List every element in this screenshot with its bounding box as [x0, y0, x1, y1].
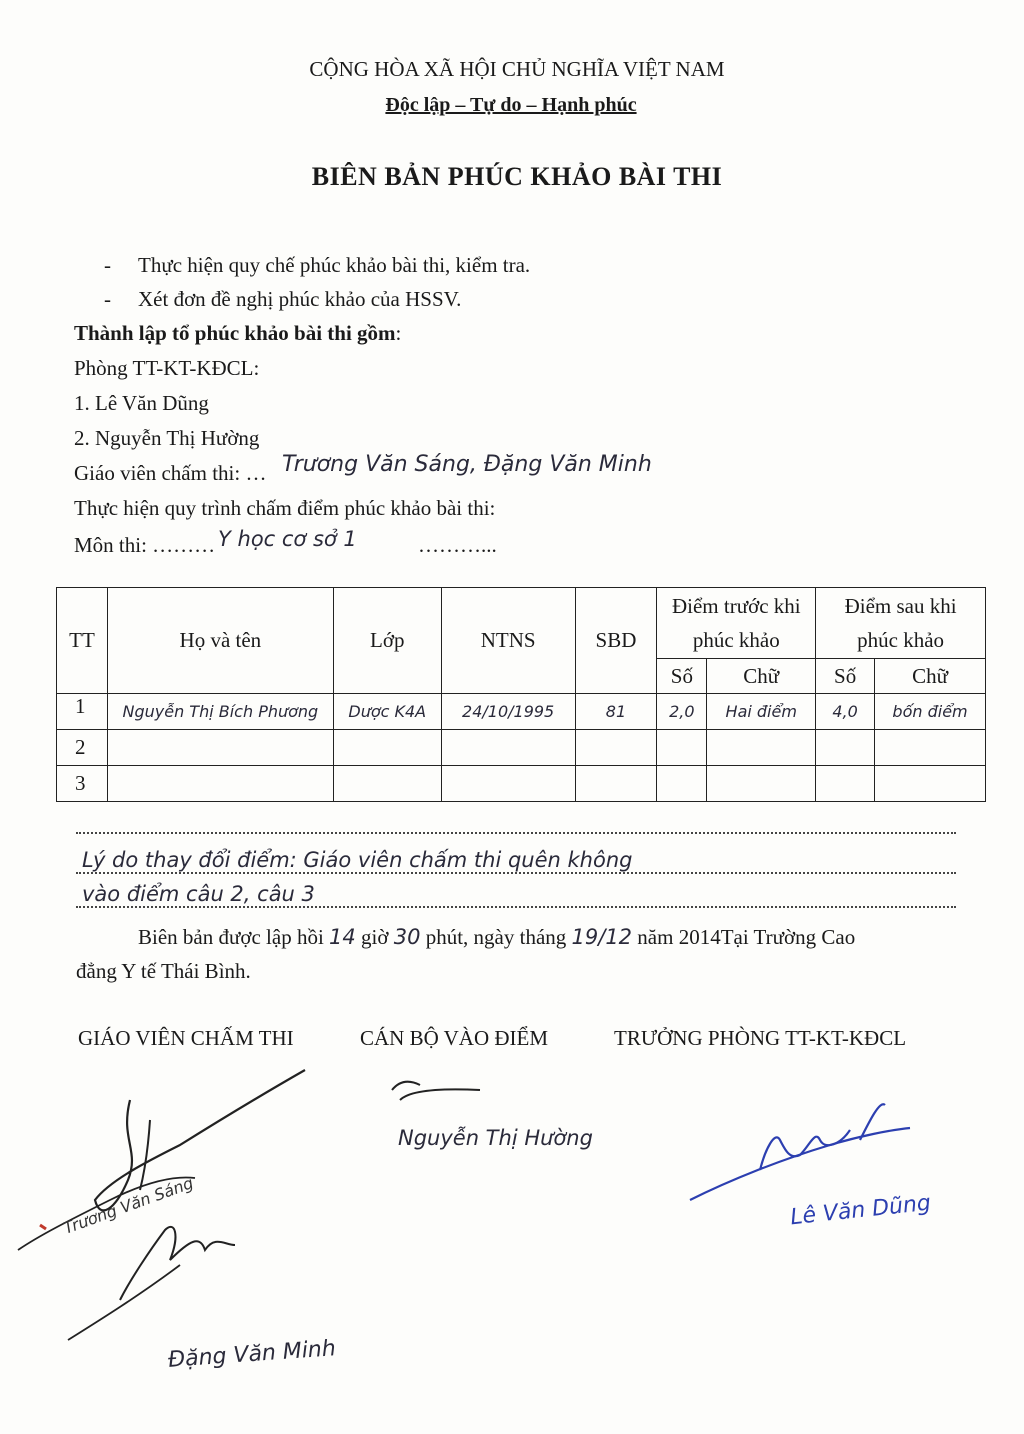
header-dob: NTNS	[441, 588, 575, 694]
row-tt: 3	[57, 766, 108, 802]
row-before-word: Hai điểm	[707, 694, 816, 730]
row-dob: 24/10/1995	[441, 694, 575, 730]
header-after-num: Số	[816, 659, 875, 694]
row-name: Nguyễn Thị Bích Phương	[107, 694, 333, 730]
row-after-word: bốn điểm	[875, 694, 986, 730]
table-row	[57, 730, 986, 766]
row-class: Dược K4A	[333, 694, 441, 730]
row-sbd	[575, 730, 657, 766]
dept-label: Phòng TT-KT-KĐCL:	[74, 356, 260, 380]
header-name: Họ và tên	[107, 588, 333, 694]
header-before: Điểm trước khi phúc khảo	[657, 588, 816, 659]
row-sbd: 81	[575, 694, 657, 730]
subject-handwritten: Y học cơ sở 1	[218, 527, 357, 551]
head-name: Lê Văn Dũng	[789, 1190, 932, 1231]
row-after-num: 4,0	[816, 694, 875, 730]
row-dob	[441, 766, 575, 802]
bullet-1: Thực hiện quy chế phúc khảo bài thi, kiểm tra.	[138, 253, 531, 277]
header-after-word: Chữ	[875, 659, 986, 694]
row-after-word	[875, 730, 986, 766]
entry-officer-name: Nguyễn Thị Hường	[398, 1126, 593, 1150]
row-before-word	[707, 730, 816, 766]
reason-line-2: vào điểm câu 2, câu 3	[82, 882, 315, 906]
record-date: 19/12	[571, 925, 633, 949]
subject-trail: ………...	[418, 533, 497, 557]
record-hour-label: giờ	[361, 925, 389, 949]
signature-title-entry: CÁN BỘ VÀO ĐIỂM	[360, 1026, 549, 1050]
header-before-num: Số	[657, 659, 707, 694]
grade-table	[56, 587, 986, 802]
record-minute-label: phút, ngày tháng	[425, 925, 567, 949]
signature-title-grader: GIÁO VIÊN CHẤM THI	[78, 1026, 294, 1050]
record-hour: 14	[329, 925, 356, 949]
process-label: Thực hiện quy trình chấm điểm phúc khảo bài thi:	[74, 496, 496, 520]
dotted-line	[76, 872, 956, 874]
signature-title-head: TRƯỞNG PHÒNG TT-KT-KĐCL	[614, 1026, 907, 1050]
dotted-line	[76, 832, 956, 834]
row-after-num	[816, 730, 875, 766]
grader-label: Giáo viên chấm thi: …	[74, 461, 267, 485]
country-name: CỘNG HÒA XÃ HỘI CHỦ NGHĨA VIỆT NAM	[309, 57, 725, 81]
signature-strokes	[0, 1060, 1024, 1420]
record-prefix: Biên bản được lập hồi	[138, 925, 324, 949]
bullet-dash: -	[104, 253, 111, 277]
record-suffix: năm 2014Tại Trường Cao	[637, 925, 856, 949]
committee-heading: Thành lập tổ phúc khảo bài thi gồm	[74, 321, 396, 345]
row-before-num	[657, 766, 707, 802]
member-1: 1. Lê Văn Dũng	[74, 391, 209, 415]
member-2: 2. Nguyễn Thị Hường	[74, 426, 260, 450]
row-before-num	[657, 730, 707, 766]
document-title: BIÊN BẢN PHÚC KHẢO BÀI THI	[311, 162, 723, 191]
row-name	[107, 730, 333, 766]
reason-line-1: Lý do thay đổi điểm: Giáo viên chấm thi quên không	[82, 848, 633, 872]
row-class	[333, 730, 441, 766]
grader-2-name: Đặng Văn Minh	[167, 1336, 337, 1373]
grader-1-name: Trương Văn Sáng	[60, 1173, 196, 1238]
row-name	[107, 766, 333, 802]
subject-label: Môn thi: ………	[74, 533, 216, 557]
header-tt: TT	[57, 588, 108, 694]
record-line	[138, 924, 855, 950]
header-class: Lớp	[333, 588, 441, 694]
row-tt: 2	[57, 730, 108, 766]
record-line-2: đẳng Y tế Thái Bình.	[76, 959, 251, 983]
header-sbd: SBD	[575, 588, 657, 694]
row-tt: 1	[57, 694, 108, 730]
row-before-num: 2,0	[657, 694, 707, 730]
table-row	[57, 766, 986, 802]
row-before-word	[707, 766, 816, 802]
grader-handwritten: Trương Văn Sáng, Đặng Văn Minh	[282, 452, 652, 477]
row-sbd	[575, 766, 657, 802]
header-after: Điểm sau khi phúc khảo	[816, 588, 986, 659]
row-class	[333, 766, 441, 802]
header-before-word: Chữ	[707, 659, 816, 694]
table-row	[57, 694, 986, 730]
committee-heading-line: Thành lập tổ phúc khảo bài thi gồm:	[74, 321, 402, 345]
bullet-dash: -	[104, 287, 111, 311]
dotted-line	[76, 906, 956, 908]
row-after-num	[816, 766, 875, 802]
row-dob	[441, 730, 575, 766]
row-after-word	[875, 766, 986, 802]
bullet-2: Xét đơn đề nghị phúc khảo của HSSV.	[138, 287, 462, 311]
record-minute: 30	[393, 925, 421, 949]
motto: Độc lập – Tự do – Hạnh phúc	[385, 94, 637, 116]
